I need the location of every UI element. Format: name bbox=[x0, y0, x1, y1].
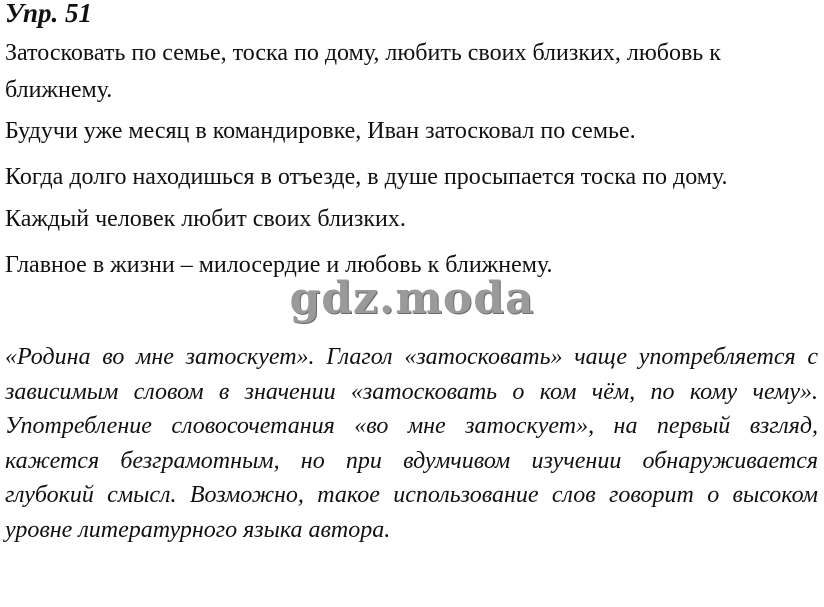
text-line-3: Будучи уже месяц в командировке, Иван затосковал по семье. bbox=[5, 118, 636, 144]
text-line-1: Затосковать по семье, тоска по дому, любить своих близких, любовь к bbox=[5, 40, 721, 66]
exercise-title: Упр. 51 bbox=[5, 0, 93, 28]
text-line-2: ближнему. bbox=[5, 77, 113, 103]
watermark-logo: gdz.moda bbox=[289, 273, 535, 324]
analysis-paragraph: «Родина во мне затоскует». Глагол «затосковать» чаще употребляется с зависимым словом в значении «затосковать о ком чём, по кому чему». Употребление словосочетания «во мне затоскует», на первый взгляд, кажется безграмотным, но при вдумчивом изучении обнаруживается глубокий смысл. Возможно, такое использование слов говорит о высоком уровне литературного языка автора. bbox=[5, 344, 818, 543]
text-line-4: Когда долго находишься в отъезде, в душе просыпается тоска по дому. bbox=[5, 164, 728, 190]
text-line-5: Каждый человек любит своих близких. bbox=[5, 206, 406, 232]
text-line-6: Главное в жизни – милосердие и любовь к ближнему. bbox=[5, 252, 553, 278]
